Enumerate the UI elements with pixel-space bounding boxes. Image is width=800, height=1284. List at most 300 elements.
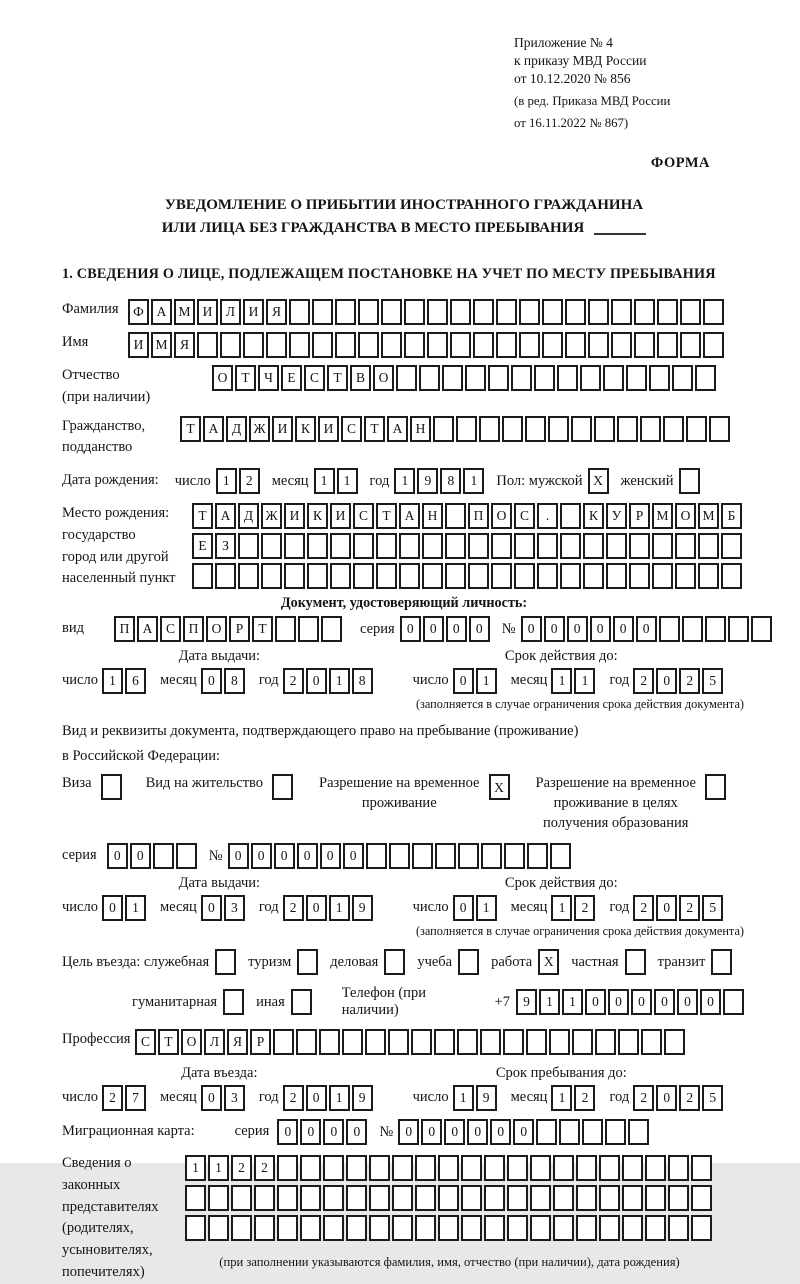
birth-year-boxes-cell[interactable]: 1: [463, 468, 484, 494]
birth-place-boxes-1-cell[interactable]: Ж: [261, 503, 282, 529]
citizenship-boxes-cell[interactable]: К: [295, 416, 316, 442]
representatives-boxes-2-cell[interactable]: [599, 1185, 620, 1211]
surname-boxes-cell[interactable]: А: [151, 299, 172, 325]
surname-boxes-cell[interactable]: Я: [266, 299, 287, 325]
purpose-humanitarian-checkbox-cell[interactable]: [223, 989, 244, 1015]
stay-year-boxes-cell[interactable]: 2: [633, 1085, 654, 1111]
permit-series-boxes-cell[interactable]: 0: [107, 843, 128, 869]
given-name-boxes-cell[interactable]: [335, 332, 356, 358]
birth-place-boxes-3-cell[interactable]: [514, 563, 535, 589]
birth-place-boxes-2-cell[interactable]: [422, 533, 443, 559]
representatives-boxes-3-cell[interactable]: [185, 1215, 206, 1241]
phone-boxes-cell[interactable]: 0: [700, 989, 721, 1015]
citizenship-boxes-cell[interactable]: А: [387, 416, 408, 442]
birth-place-boxes-1-cell[interactable]: М: [698, 503, 719, 529]
representatives-boxes-3-cell[interactable]: [576, 1215, 597, 1241]
permit-number-boxes-cell[interactable]: [504, 843, 525, 869]
doc-issue-day-boxes-cell[interactable]: 1: [102, 668, 123, 694]
profession-boxes-cell[interactable]: [641, 1029, 662, 1055]
birth-place-boxes-2-cell[interactable]: [514, 533, 535, 559]
representatives-boxes-2-cell[interactable]: [392, 1185, 413, 1211]
representatives-boxes-2-cell[interactable]: [461, 1185, 482, 1211]
birth-place-boxes-2-cell[interactable]: [537, 533, 558, 559]
representatives-boxes-3-cell[interactable]: [208, 1215, 229, 1241]
citizenship-boxes-cell[interactable]: Ж: [249, 416, 270, 442]
birth-place-boxes-2-cell[interactable]: [698, 533, 719, 559]
representatives-boxes-2-cell[interactable]: [553, 1185, 574, 1211]
permit-exp-day-boxes-cell[interactable]: 0: [453, 895, 474, 921]
given-name-boxes-cell[interactable]: [243, 332, 264, 358]
profession-boxes-cell[interactable]: [434, 1029, 455, 1055]
representatives-boxes-2-cell[interactable]: [415, 1185, 436, 1211]
doc-issue-year-boxes-cell[interactable]: 8: [352, 668, 373, 694]
profession-boxes-cell[interactable]: [503, 1029, 524, 1055]
representatives-boxes-1-cell[interactable]: [392, 1155, 413, 1181]
permit-number-boxes-cell[interactable]: 0: [274, 843, 295, 869]
doc-exp-day-boxes-cell[interactable]: 0: [453, 668, 474, 694]
patronymic-boxes-cell[interactable]: [488, 365, 509, 391]
citizenship-boxes-cell[interactable]: Д: [226, 416, 247, 442]
representatives-boxes-3-cell[interactable]: [438, 1215, 459, 1241]
given-name-boxes-cell[interactable]: [427, 332, 448, 358]
phone-boxes-cell[interactable]: [723, 989, 744, 1015]
doc-number-boxes-cell[interactable]: 0: [636, 616, 657, 642]
representatives-boxes-1-cell[interactable]: [484, 1155, 505, 1181]
permit-number-boxes-cell[interactable]: [435, 843, 456, 869]
migration-number-boxes-cell[interactable]: 0: [490, 1119, 511, 1145]
representatives-boxes-2-cell[interactable]: [208, 1185, 229, 1211]
representatives-boxes-2-cell[interactable]: [576, 1185, 597, 1211]
profession-boxes-cell[interactable]: [296, 1029, 317, 1055]
surname-boxes-cell[interactable]: [496, 299, 517, 325]
stay-year-boxes-cell[interactable]: 0: [656, 1085, 677, 1111]
birth-place-boxes-1-cell[interactable]: Т: [192, 503, 213, 529]
permit-exp-year-boxes-cell[interactable]: 2: [679, 895, 700, 921]
representatives-boxes-1-cell[interactable]: [323, 1155, 344, 1181]
profession-boxes-cell[interactable]: [273, 1029, 294, 1055]
patronymic-boxes-cell[interactable]: [672, 365, 693, 391]
birth-month-boxes-cell[interactable]: 1: [314, 468, 335, 494]
birth-place-boxes-2-cell[interactable]: [583, 533, 604, 559]
permit-issue-day-boxes-cell[interactable]: 1: [125, 895, 146, 921]
representatives-boxes-1-cell[interactable]: [507, 1155, 528, 1181]
doc-type-boxes-cell[interactable]: П: [114, 616, 135, 642]
given-name-boxes-cell[interactable]: [496, 332, 517, 358]
doc-issue-month-boxes-cell[interactable]: 8: [224, 668, 245, 694]
permit-number-boxes-cell[interactable]: 0: [320, 843, 341, 869]
citizenship-boxes-cell[interactable]: [479, 416, 500, 442]
citizenship-boxes-cell[interactable]: [548, 416, 569, 442]
entry-month-boxes-cell[interactable]: 3: [224, 1085, 245, 1111]
birth-place-boxes-2-cell[interactable]: [652, 533, 673, 559]
permit-series-boxes-cell[interactable]: 0: [130, 843, 151, 869]
birth-place-boxes-2-cell[interactable]: [238, 533, 259, 559]
phone-boxes-cell[interactable]: 1: [539, 989, 560, 1015]
patronymic-boxes-cell[interactable]: [695, 365, 716, 391]
birth-place-boxes-1-cell[interactable]: А: [215, 503, 236, 529]
citizenship-boxes-cell[interactable]: [686, 416, 707, 442]
representatives-boxes-1-cell[interactable]: [668, 1155, 689, 1181]
representatives-boxes-3-cell[interactable]: [461, 1215, 482, 1241]
birth-place-boxes-2-cell[interactable]: [606, 533, 627, 559]
permit-exp-year-boxes-cell[interactable]: 2: [633, 895, 654, 921]
purpose-private-checkbox-cell[interactable]: [625, 949, 646, 975]
representatives-boxes-2-cell[interactable]: [369, 1185, 390, 1211]
representatives-boxes-2-cell[interactable]: [323, 1185, 344, 1211]
birth-place-boxes-1-cell[interactable]: У: [606, 503, 627, 529]
patronymic-boxes-cell[interactable]: [442, 365, 463, 391]
birth-place-boxes-3-cell[interactable]: [422, 563, 443, 589]
citizenship-boxes-cell[interactable]: [663, 416, 684, 442]
migration-number-boxes-cell[interactable]: 0: [467, 1119, 488, 1145]
birth-place-boxes-3-cell[interactable]: [560, 563, 581, 589]
citizenship-boxes-cell[interactable]: [456, 416, 477, 442]
representatives-boxes-3-cell[interactable]: [231, 1215, 252, 1241]
profession-boxes-cell[interactable]: [365, 1029, 386, 1055]
doc-number-boxes-cell[interactable]: 0: [590, 616, 611, 642]
patronymic-boxes-cell[interactable]: Т: [235, 365, 256, 391]
entry-day-boxes-cell[interactable]: 7: [125, 1085, 146, 1111]
birth-place-boxes-1-cell[interactable]: И: [330, 503, 351, 529]
patronymic-boxes-cell[interactable]: [396, 365, 417, 391]
migration-series-boxes-cell[interactable]: 0: [323, 1119, 344, 1145]
surname-boxes-cell[interactable]: [542, 299, 563, 325]
profession-boxes-cell[interactable]: [480, 1029, 501, 1055]
purpose-official-checkbox-cell[interactable]: [215, 949, 236, 975]
birth-place-boxes-1-cell[interactable]: О: [491, 503, 512, 529]
patronymic-boxes-cell[interactable]: [626, 365, 647, 391]
given-name-boxes-cell[interactable]: Я: [174, 332, 195, 358]
representatives-boxes-3-cell[interactable]: [415, 1215, 436, 1241]
representatives-boxes-1-cell[interactable]: [622, 1155, 643, 1181]
doc-issue-month-boxes-cell[interactable]: 0: [201, 668, 222, 694]
surname-boxes-cell[interactable]: Ф: [128, 299, 149, 325]
birth-place-boxes-1-cell[interactable]: К: [583, 503, 604, 529]
permit-issue-year-boxes-cell[interactable]: 0: [306, 895, 327, 921]
birth-place-boxes-3-cell[interactable]: [445, 563, 466, 589]
permit-exp-year-boxes-cell[interactable]: 5: [702, 895, 723, 921]
surname-boxes-cell[interactable]: [680, 299, 701, 325]
migration-number-boxes-cell[interactable]: 0: [444, 1119, 465, 1145]
birth-place-boxes-2-cell[interactable]: [284, 533, 305, 559]
representatives-boxes-1-cell[interactable]: 1: [185, 1155, 206, 1181]
migration-series-boxes-cell[interactable]: 0: [300, 1119, 321, 1145]
birth-place-boxes-1-cell[interactable]: М: [652, 503, 673, 529]
birth-place-boxes-3-cell[interactable]: [330, 563, 351, 589]
representatives-boxes-3-cell[interactable]: [507, 1215, 528, 1241]
citizenship-boxes-cell[interactable]: С: [341, 416, 362, 442]
permit-number-boxes-cell[interactable]: 0: [343, 843, 364, 869]
doc-issue-year-boxes-cell[interactable]: 1: [329, 668, 350, 694]
birth-place-boxes-2-cell[interactable]: [445, 533, 466, 559]
patronymic-boxes-cell[interactable]: [534, 365, 555, 391]
representatives-boxes-1-cell[interactable]: [691, 1155, 712, 1181]
phone-boxes-cell[interactable]: 1: [562, 989, 583, 1015]
given-name-boxes-cell[interactable]: [358, 332, 379, 358]
permit-number-boxes-cell[interactable]: 0: [228, 843, 249, 869]
entry-year-boxes-cell[interactable]: 2: [283, 1085, 304, 1111]
purpose-transit-checkbox-cell[interactable]: [711, 949, 732, 975]
permit-exp-month-boxes-cell[interactable]: 1: [551, 895, 572, 921]
doc-type-boxes-cell[interactable]: Т: [252, 616, 273, 642]
surname-boxes-cell[interactable]: [289, 299, 310, 325]
permit-issue-year-boxes-cell[interactable]: 9: [352, 895, 373, 921]
representatives-boxes-2-cell[interactable]: [300, 1185, 321, 1211]
birth-place-boxes-3-cell[interactable]: [284, 563, 305, 589]
representatives-boxes-1-cell[interactable]: [438, 1155, 459, 1181]
phone-boxes-cell[interactable]: 0: [654, 989, 675, 1015]
representatives-boxes-2-cell[interactable]: [346, 1185, 367, 1211]
permit-number-boxes-cell[interactable]: 0: [297, 843, 318, 869]
citizenship-boxes-cell[interactable]: [433, 416, 454, 442]
given-name-boxes-cell[interactable]: [450, 332, 471, 358]
birth-place-boxes-1-cell[interactable]: Р: [629, 503, 650, 529]
given-name-boxes-cell[interactable]: М: [151, 332, 172, 358]
citizenship-boxes-cell[interactable]: [594, 416, 615, 442]
birth-year-boxes-cell[interactable]: 1: [394, 468, 415, 494]
surname-boxes-cell[interactable]: [703, 299, 724, 325]
representatives-boxes-1-cell[interactable]: 2: [254, 1155, 275, 1181]
surname-boxes-cell[interactable]: [335, 299, 356, 325]
birth-place-boxes-1-cell[interactable]: Б: [721, 503, 742, 529]
stay-day-boxes-cell[interactable]: 9: [476, 1085, 497, 1111]
representatives-boxes-1-cell[interactable]: 2: [231, 1155, 252, 1181]
birth-place-boxes-3-cell[interactable]: [583, 563, 604, 589]
permit-exp-month-boxes-cell[interactable]: 2: [574, 895, 595, 921]
entry-year-boxes-cell[interactable]: 9: [352, 1085, 373, 1111]
entry-year-boxes-cell[interactable]: 1: [329, 1085, 350, 1111]
permit-number-boxes-cell[interactable]: 0: [251, 843, 272, 869]
representatives-boxes-3-cell[interactable]: [691, 1215, 712, 1241]
representatives-boxes-3-cell[interactable]: [300, 1215, 321, 1241]
permit-number-boxes-cell[interactable]: [481, 843, 502, 869]
phone-boxes-cell[interactable]: 0: [677, 989, 698, 1015]
profession-boxes-cell[interactable]: Р: [250, 1029, 271, 1055]
residence-permit-checkbox-cell[interactable]: [272, 774, 293, 800]
doc-type-boxes-cell[interactable]: О: [206, 616, 227, 642]
profession-boxes-cell[interactable]: [388, 1029, 409, 1055]
representatives-boxes-2-cell[interactable]: [484, 1185, 505, 1211]
birth-place-boxes-3-cell[interactable]: [491, 563, 512, 589]
given-name-boxes-cell[interactable]: [381, 332, 402, 358]
representatives-boxes-2-cell[interactable]: [277, 1185, 298, 1211]
birth-place-boxes-3-cell[interactable]: [261, 563, 282, 589]
representatives-boxes-1-cell[interactable]: [346, 1155, 367, 1181]
profession-boxes-cell[interactable]: [457, 1029, 478, 1055]
profession-boxes-cell[interactable]: [664, 1029, 685, 1055]
surname-boxes-cell[interactable]: [381, 299, 402, 325]
doc-issue-year-boxes-cell[interactable]: 0: [306, 668, 327, 694]
doc-number-boxes-cell[interactable]: [659, 616, 680, 642]
doc-exp-year-boxes-cell[interactable]: 2: [633, 668, 654, 694]
patronymic-boxes-cell[interactable]: Т: [327, 365, 348, 391]
birth-place-boxes-3-cell[interactable]: [353, 563, 374, 589]
patronymic-boxes-cell[interactable]: [557, 365, 578, 391]
migration-number-boxes-cell[interactable]: [536, 1119, 557, 1145]
patronymic-boxes-cell[interactable]: В: [350, 365, 371, 391]
phone-boxes-cell[interactable]: 0: [585, 989, 606, 1015]
citizenship-boxes-cell[interactable]: Н: [410, 416, 431, 442]
birth-day-boxes-cell[interactable]: 1: [216, 468, 237, 494]
permit-series-boxes-cell[interactable]: [176, 843, 197, 869]
birth-place-boxes-3-cell[interactable]: [468, 563, 489, 589]
patronymic-boxes-cell[interactable]: Е: [281, 365, 302, 391]
given-name-boxes-cell[interactable]: [565, 332, 586, 358]
birth-place-boxes-1-cell[interactable]: [445, 503, 466, 529]
birth-place-boxes-2-cell[interactable]: [629, 533, 650, 559]
birth-place-boxes-3-cell[interactable]: [629, 563, 650, 589]
birth-place-boxes-1-cell[interactable]: О: [675, 503, 696, 529]
birth-place-boxes-1-cell[interactable]: Н: [422, 503, 443, 529]
representatives-boxes-2-cell[interactable]: [185, 1185, 206, 1211]
surname-boxes-cell[interactable]: [473, 299, 494, 325]
birth-day-boxes-cell[interactable]: 2: [239, 468, 260, 494]
representatives-boxes-3-cell[interactable]: [622, 1215, 643, 1241]
profession-boxes-cell[interactable]: Л: [204, 1029, 225, 1055]
profession-boxes-cell[interactable]: [618, 1029, 639, 1055]
representatives-boxes-3-cell[interactable]: [553, 1215, 574, 1241]
representatives-boxes-1-cell[interactable]: [277, 1155, 298, 1181]
doc-type-boxes-cell[interactable]: А: [137, 616, 158, 642]
surname-boxes-cell[interactable]: [427, 299, 448, 325]
profession-boxes-cell[interactable]: [572, 1029, 593, 1055]
representatives-boxes-2-cell[interactable]: [438, 1185, 459, 1211]
birth-place-boxes-2-cell[interactable]: [468, 533, 489, 559]
temp-residence-checkbox-cell[interactable]: X: [489, 774, 510, 800]
doc-issue-year-boxes-cell[interactable]: 2: [283, 668, 304, 694]
representatives-boxes-1-cell[interactable]: [553, 1155, 574, 1181]
birth-place-boxes-2-cell[interactable]: [721, 533, 742, 559]
doc-type-boxes-cell[interactable]: Р: [229, 616, 250, 642]
representatives-boxes-3-cell[interactable]: [668, 1215, 689, 1241]
permit-issue-year-boxes-cell[interactable]: 2: [283, 895, 304, 921]
citizenship-boxes-cell[interactable]: Т: [180, 416, 201, 442]
surname-boxes-cell[interactable]: [565, 299, 586, 325]
citizenship-boxes-cell[interactable]: Т: [364, 416, 385, 442]
permit-issue-month-boxes-cell[interactable]: 3: [224, 895, 245, 921]
representatives-boxes-3-cell[interactable]: [323, 1215, 344, 1241]
surname-boxes-cell[interactable]: И: [243, 299, 264, 325]
purpose-business-checkbox-cell[interactable]: [384, 949, 405, 975]
birth-place-boxes-2-cell[interactable]: З: [215, 533, 236, 559]
given-name-boxes-cell[interactable]: [404, 332, 425, 358]
birth-place-boxes-3-cell[interactable]: [192, 563, 213, 589]
birth-place-boxes-2-cell[interactable]: [330, 533, 351, 559]
permit-number-boxes-cell[interactable]: [527, 843, 548, 869]
birth-place-boxes-3-cell[interactable]: [238, 563, 259, 589]
migration-number-boxes-cell[interactable]: [559, 1119, 580, 1145]
migration-number-boxes-cell[interactable]: 0: [398, 1119, 419, 1145]
purpose-study-checkbox-cell[interactable]: [458, 949, 479, 975]
migration-series-boxes-cell[interactable]: 0: [346, 1119, 367, 1145]
doc-issue-day-boxes-cell[interactable]: 6: [125, 668, 146, 694]
surname-boxes-cell[interactable]: [611, 299, 632, 325]
birth-place-boxes-3-cell[interactable]: [307, 563, 328, 589]
given-name-boxes-cell[interactable]: [588, 332, 609, 358]
doc-number-boxes-cell[interactable]: [682, 616, 703, 642]
stay-month-boxes-cell[interactable]: 1: [551, 1085, 572, 1111]
birth-place-boxes-1-cell[interactable]: А: [399, 503, 420, 529]
migration-number-boxes-cell[interactable]: [628, 1119, 649, 1145]
representatives-boxes-3-cell[interactable]: [392, 1215, 413, 1241]
representatives-boxes-2-cell[interactable]: [507, 1185, 528, 1211]
representatives-boxes-1-cell[interactable]: [645, 1155, 666, 1181]
given-name-boxes-cell[interactable]: [312, 332, 333, 358]
surname-boxes-cell[interactable]: М: [174, 299, 195, 325]
purpose-tourism-checkbox-cell[interactable]: [297, 949, 318, 975]
patronymic-boxes-cell[interactable]: О: [212, 365, 233, 391]
migration-series-boxes-cell[interactable]: 0: [277, 1119, 298, 1145]
purpose-work-checkbox-cell[interactable]: X: [538, 949, 559, 975]
surname-boxes-cell[interactable]: И: [197, 299, 218, 325]
birth-place-boxes-2-cell[interactable]: [560, 533, 581, 559]
given-name-boxes-cell[interactable]: [611, 332, 632, 358]
migration-number-boxes-cell[interactable]: [582, 1119, 603, 1145]
citizenship-boxes-cell[interactable]: [640, 416, 661, 442]
entry-month-boxes-cell[interactable]: 0: [201, 1085, 222, 1111]
doc-series-boxes-cell[interactable]: 0: [446, 616, 467, 642]
citizenship-boxes-cell[interactable]: [571, 416, 592, 442]
representatives-boxes-3-cell[interactable]: [645, 1215, 666, 1241]
birth-month-boxes-cell[interactable]: 1: [337, 468, 358, 494]
patronymic-boxes-cell[interactable]: [649, 365, 670, 391]
migration-number-boxes-cell[interactable]: [605, 1119, 626, 1145]
birth-place-boxes-3-cell[interactable]: [721, 563, 742, 589]
entry-day-boxes-cell[interactable]: 2: [102, 1085, 123, 1111]
migration-number-boxes-cell[interactable]: 0: [421, 1119, 442, 1145]
permit-exp-year-boxes-cell[interactable]: 0: [656, 895, 677, 921]
phone-boxes-cell[interactable]: 0: [608, 989, 629, 1015]
patronymic-boxes-cell[interactable]: [419, 365, 440, 391]
representatives-boxes-1-cell[interactable]: [300, 1155, 321, 1181]
phone-boxes-cell[interactable]: 9: [516, 989, 537, 1015]
doc-exp-year-boxes-cell[interactable]: 2: [679, 668, 700, 694]
given-name-boxes-cell[interactable]: [289, 332, 310, 358]
birth-place-boxes-1-cell[interactable]: [560, 503, 581, 529]
permit-number-boxes-cell[interactable]: [550, 843, 571, 869]
given-name-boxes-cell[interactable]: [680, 332, 701, 358]
birth-place-boxes-1-cell[interactable]: Д: [238, 503, 259, 529]
birth-place-boxes-1-cell[interactable]: К: [307, 503, 328, 529]
doc-exp-month-boxes-cell[interactable]: 1: [551, 668, 572, 694]
doc-number-boxes-cell[interactable]: 0: [613, 616, 634, 642]
surname-boxes-cell[interactable]: Л: [220, 299, 241, 325]
representatives-boxes-1-cell[interactable]: [415, 1155, 436, 1181]
representatives-boxes-1-cell[interactable]: [530, 1155, 551, 1181]
representatives-boxes-1-cell[interactable]: 1: [208, 1155, 229, 1181]
citizenship-boxes-cell[interactable]: А: [203, 416, 224, 442]
representatives-boxes-3-cell[interactable]: [369, 1215, 390, 1241]
profession-boxes-cell[interactable]: О: [181, 1029, 202, 1055]
birth-place-boxes-2-cell[interactable]: Е: [192, 533, 213, 559]
doc-number-boxes-cell[interactable]: [705, 616, 726, 642]
doc-number-boxes-cell[interactable]: [751, 616, 772, 642]
permit-issue-year-boxes-cell[interactable]: 1: [329, 895, 350, 921]
representatives-boxes-2-cell[interactable]: [691, 1185, 712, 1211]
permit-number-boxes-cell[interactable]: [389, 843, 410, 869]
profession-boxes-cell[interactable]: [526, 1029, 547, 1055]
birth-year-boxes-cell[interactable]: 9: [417, 468, 438, 494]
profession-boxes-cell[interactable]: [342, 1029, 363, 1055]
profession-boxes-cell[interactable]: [319, 1029, 340, 1055]
representatives-boxes-1-cell[interactable]: [461, 1155, 482, 1181]
stay-day-boxes-cell[interactable]: 1: [453, 1085, 474, 1111]
representatives-boxes-2-cell[interactable]: [668, 1185, 689, 1211]
citizenship-boxes-cell[interactable]: И: [318, 416, 339, 442]
doc-type-boxes-cell[interactable]: [298, 616, 319, 642]
doc-type-boxes-cell[interactable]: С: [160, 616, 181, 642]
profession-boxes-cell[interactable]: Т: [158, 1029, 179, 1055]
